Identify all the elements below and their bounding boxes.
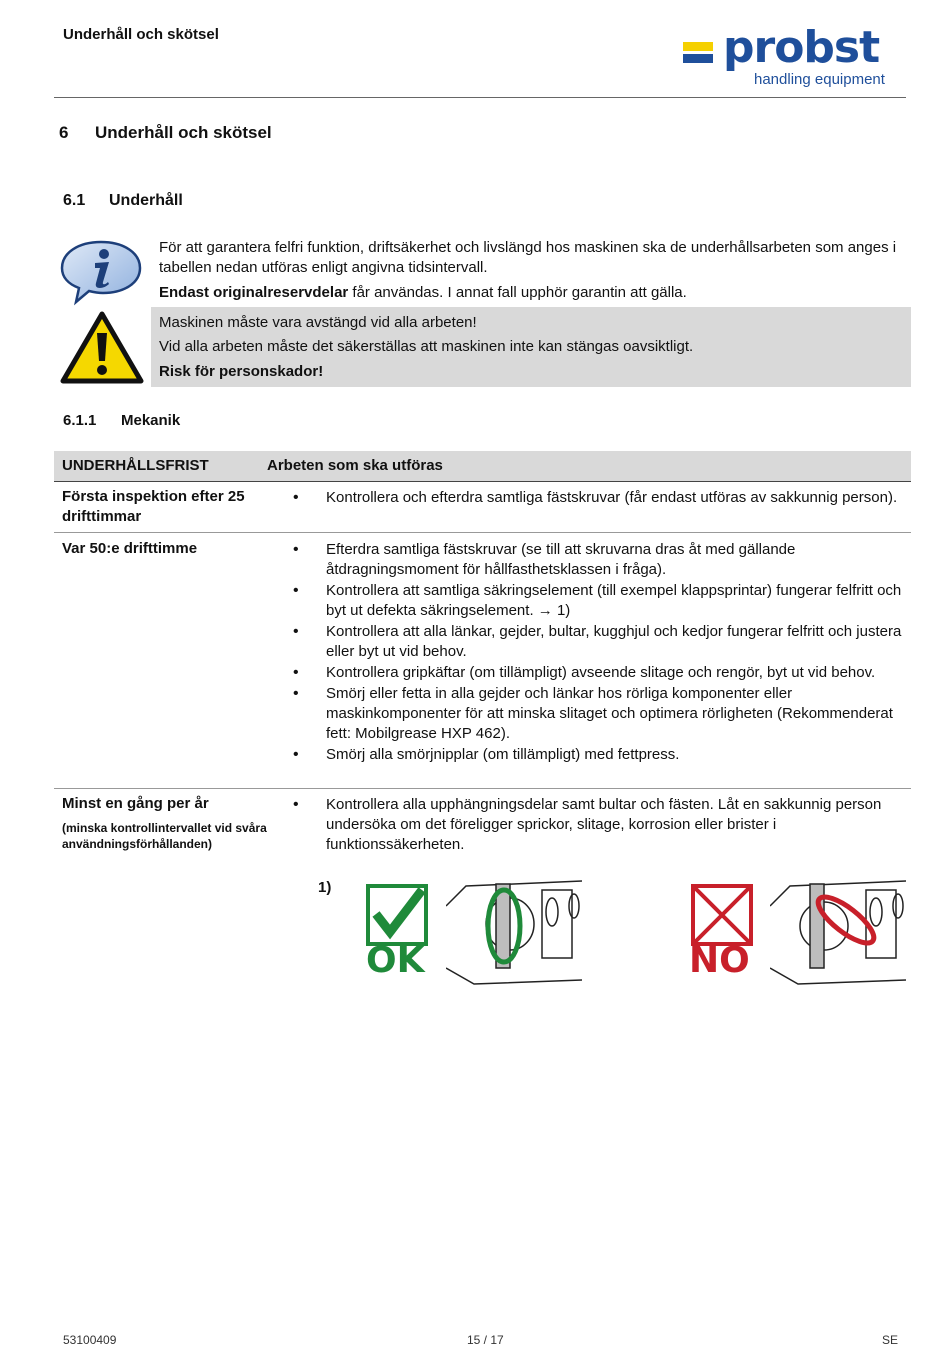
info-rest: får användas. I annat fall upphör garantin att gälla. xyxy=(348,284,687,301)
list-item: • Kontrollera att alla länkar, gejder, bultar, kugghjul och kedjor fungerar felfritt och justera eller byt ut vid behov. xyxy=(293,622,908,662)
list-item: • Smörj eller fetta in alla gejder och länkar hos rörliga komponenter eller maskinkomponenter för att minska slitaget och optimera rörligheten (Rekommenderat fett: Mobilgrease HXP 462). xyxy=(293,684,908,744)
no-label: NO xyxy=(689,940,750,981)
header-title: Underhåll och skötsel xyxy=(63,26,219,43)
row-2-interval: Var 50:e drifttimme xyxy=(62,540,198,557)
warning-line-2: Vid alla arbeten måste det säkerställas att maskinen inte kan stängas oavsiktligt. xyxy=(159,338,694,355)
row-divider xyxy=(54,532,911,533)
list-item: • Kontrollera gripkäftar (om tillämpligt) avseende slitage och rengör, byt ut vid behov. xyxy=(293,663,908,683)
pin-correct-drawing xyxy=(446,876,582,986)
info-line-2 xyxy=(159,283,899,303)
info-text xyxy=(159,238,899,303)
list-item: • Smörj alla smörjnipplar (om tillämpligt) med fettpress. xyxy=(293,745,908,765)
list-item: • Kontrollera och efterdra samtliga fästskruvar (får endast utföras av sakkunnig person). xyxy=(293,488,908,508)
no-cross-icon xyxy=(691,884,753,946)
figure-label: 1) xyxy=(318,879,332,896)
row-divider xyxy=(54,788,911,789)
info-line-1: För att garantera felfri funktion, driftsäkerhet och livslängd hos maskinen ska de underhållsarbeten som anges i tabellen nedan utföras enligt angivna tidsintervall. xyxy=(159,239,897,276)
subsection-number: 6.1 xyxy=(63,192,86,209)
row-3-note: (minska kontrollintervallet vid svåra användningsförhållanden) xyxy=(62,821,267,851)
header-divider xyxy=(54,97,906,98)
row-3-interval: Minst en gång per år xyxy=(62,795,209,812)
section-title: Underhåll och skötsel xyxy=(95,123,272,142)
footer-page-number: 15 / 17 xyxy=(467,1333,504,1347)
ok-check-icon xyxy=(366,884,428,946)
probst-logo xyxy=(683,22,898,92)
row-3-interval-cell xyxy=(62,794,267,852)
ok-label: OK xyxy=(366,940,425,981)
warning-line-3: Risk för personskador! xyxy=(159,363,324,380)
logo-bar-yellow xyxy=(683,42,713,51)
subsubsection-number: 6.1.1 xyxy=(63,412,97,429)
list-item: • Efterdra samtliga fästskruvar (se till att skruvarna dras åt med gällande åtdragningsmoment för hållfasthetsklassen i fråga). xyxy=(293,540,908,580)
row-3-task-list xyxy=(293,795,908,856)
list-item: • Kontrollera att samtliga säkringselement (till exempel klappsprintar) fungerar felfritt och byt ut defekta säkringselement. → 1) xyxy=(293,581,908,621)
subsubsection-heading xyxy=(63,412,180,429)
list-item: • Kontrollera alla upphängningsdelar samt bultar och fästen. Låt en sakkunnig person undersöka om det föreligger sprickor, slitage, korrosion eller brister i funktionssäkerheten. xyxy=(293,795,908,855)
logo-word: probst xyxy=(723,22,880,73)
subsection-title: Underhåll xyxy=(109,192,183,209)
warning-triangle-icon xyxy=(60,311,144,385)
row-1-interval: Första inspektion efter 25 drifttimmar xyxy=(62,488,245,525)
info-icon xyxy=(58,238,144,306)
footer-doc-number: 53100409 xyxy=(63,1333,117,1347)
warning-line-1: Maskinen måste vara avstängd vid alla arbeten! xyxy=(159,314,477,331)
logo-subtitle: handling equipment xyxy=(754,71,885,88)
row-1-task-list xyxy=(293,488,908,509)
subsubsection-title: Mekanik xyxy=(121,412,181,429)
table-header xyxy=(54,451,911,482)
row-2-task-list xyxy=(293,540,908,766)
table-col-interval: UNDERHÅLLSFRIST xyxy=(62,457,209,474)
subsection-heading xyxy=(63,192,183,210)
section-number: 6 xyxy=(59,123,69,142)
logo-bar-blue xyxy=(683,54,713,63)
section-heading xyxy=(59,123,272,143)
pin-incorrect-drawing xyxy=(770,876,906,986)
warning-box xyxy=(151,307,911,387)
table-col-tasks: Arbeten som ska utföras xyxy=(267,457,443,474)
footer-language: SE xyxy=(882,1333,899,1347)
info-bold: Endast originalreservdelar xyxy=(159,284,349,301)
